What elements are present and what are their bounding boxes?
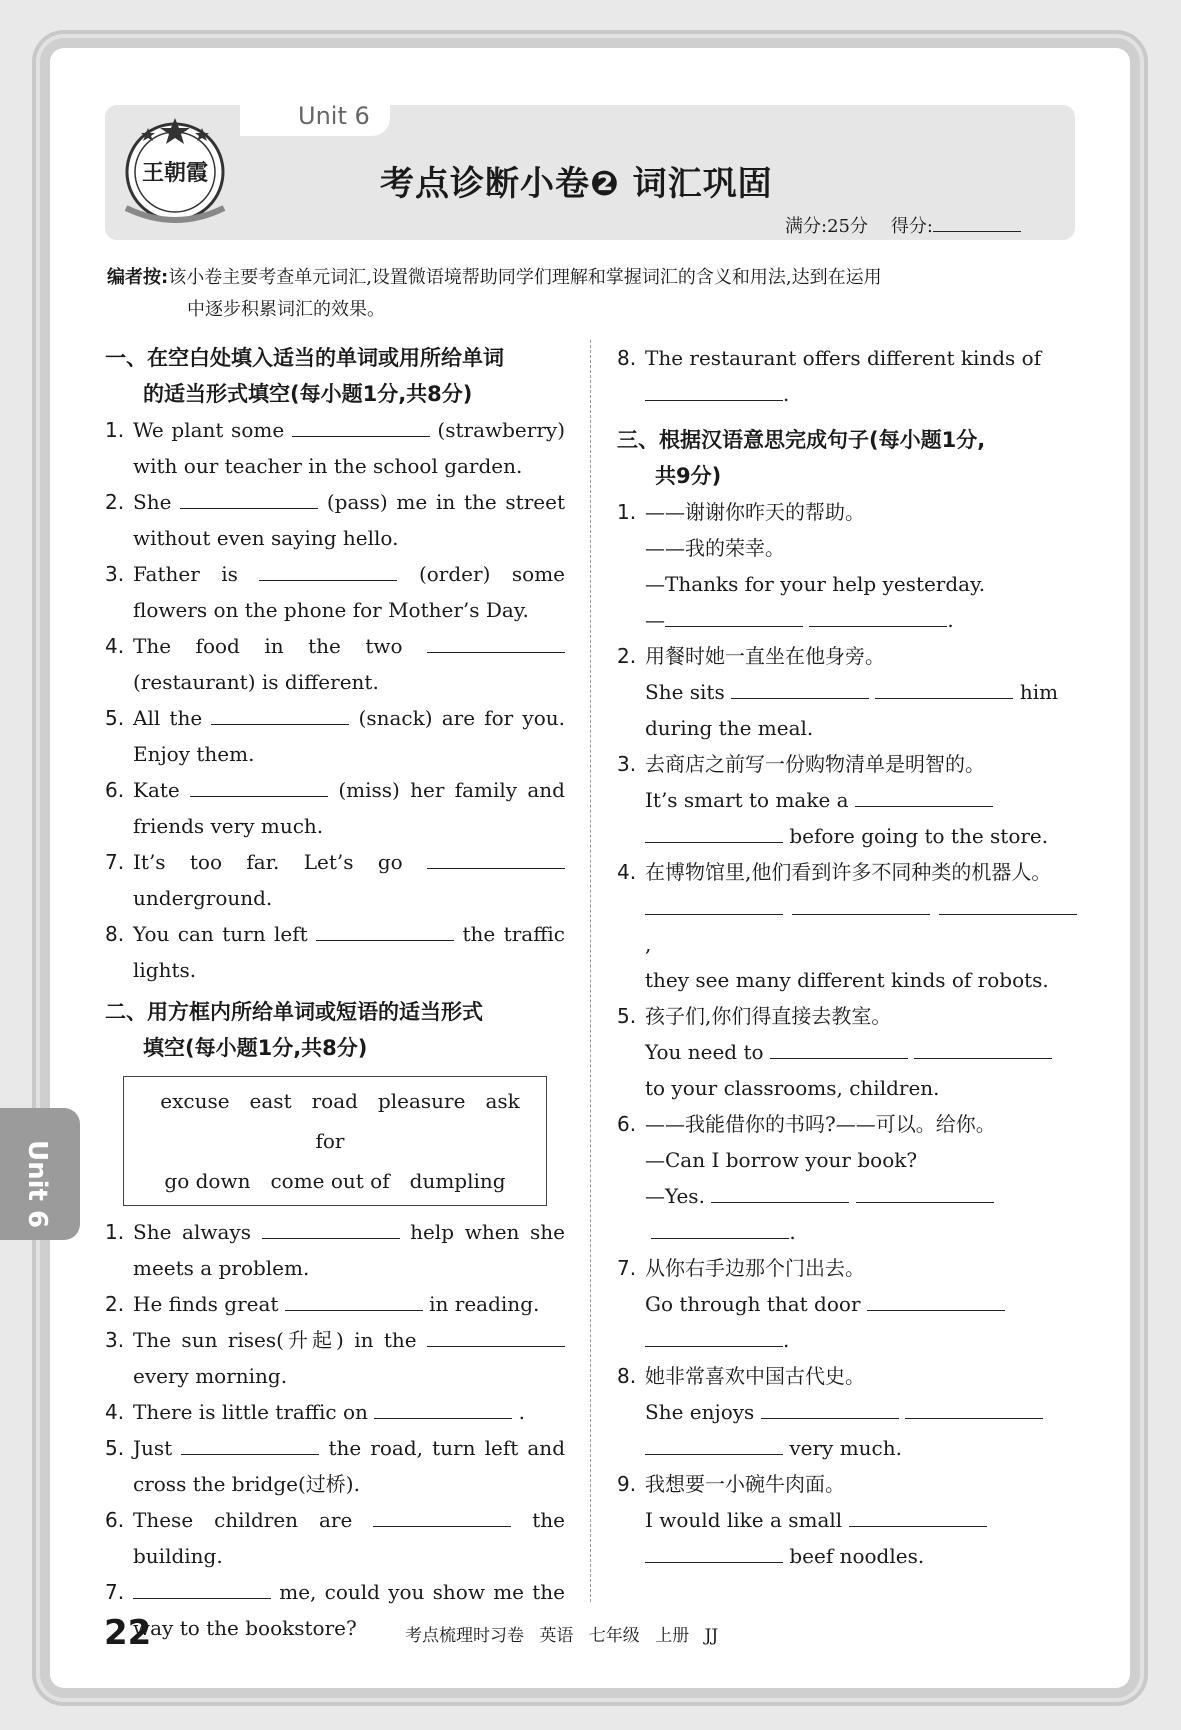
item-text: Just [133,1436,182,1460]
english-text: beef noodles. [789,1544,925,1568]
chinese-prompt: 在博物馆里,他们看到许多不同种类的机器人。 [645,860,1052,884]
item-number: 1. [617,500,637,524]
section3-item-3 [617,746,1077,854]
answer-blank[interactable] [651,1220,789,1239]
english-text: they see many different kinds of robots. [645,968,1049,992]
answer-blank[interactable] [180,490,318,509]
item-text: You can turn left [133,922,317,946]
item-text: the traffic lights. [133,922,566,982]
item-number: 5. [105,706,125,730]
word-box-option: road [311,1089,358,1113]
section3-item-6: 6. ——我能借你的书吗?——可以。给你。 —Can I borrow your book? —Yes. . [617,1106,1077,1250]
item-text: underground. [133,886,273,910]
english-text: during the meal. [645,716,814,740]
item-number: 8. [105,922,125,946]
section1-item-8 [105,916,565,988]
editor-note [107,262,1077,326]
english-text: —Yes. [645,1184,705,1208]
item-text: The food in the two [133,634,427,658]
answer-blank[interactable] [427,634,565,653]
answer-blank[interactable] [809,608,947,627]
column-divider [590,340,591,1602]
answer-blank[interactable] [939,896,1077,915]
answer-blank[interactable] [285,1292,423,1311]
word-box-option: excuse [160,1089,230,1113]
page-number: 22 [104,1613,152,1653]
full-score: 满分:25分 [785,216,868,237]
english-text: before going to the store. [789,824,1049,848]
item-number: 1. [105,418,125,442]
section2-title-line1: 二、用方框内所给单词或短语的适当形式 [105,1000,483,1024]
section1-list [105,412,565,988]
editor-note-label: 编者按: [107,267,169,288]
item-number: 7. [617,1256,637,1280]
answer-blank[interactable] [645,382,783,401]
section3-item-8 [617,1358,1077,1466]
svg-text:王朝霞: 王朝霞 [141,160,209,186]
item-text: All the [133,706,212,730]
answer-blank[interactable] [665,608,803,627]
item-number: 3. [105,1328,125,1352]
item-number: 6. [617,1112,637,1136]
answer-blank[interactable] [316,922,454,941]
chinese-prompt: 她非常喜欢中国古代史。 [645,1364,865,1388]
item-text: She always [133,1220,262,1244]
publisher-logo [118,112,232,226]
word-box-option: come out of [270,1169,390,1193]
left-column [105,340,565,1646]
answer-blank[interactable] [731,680,869,699]
item-number: 9. [617,1472,637,1496]
answer-blank[interactable] [259,562,397,581]
word-box-row1 [130,1081,540,1161]
section1-title-line1: 一、在空白处填入适当的单词或用所给单词 [105,346,504,370]
english-text: to your classrooms, children. [645,1076,940,1100]
section2-item-6 [105,1502,565,1574]
item-text: We plant some [133,418,292,442]
english-text: You need to [645,1040,764,1064]
section3-item-2 [617,638,1077,746]
item-text: She [133,490,181,514]
score-label: 得分: [890,216,933,237]
chinese-prompt: ——我能借你的书吗?——可以。给你。 [645,1112,996,1136]
item-number: 7. [105,1580,125,1604]
item-text: (strawberry) with our teacher in the school garden. [133,418,565,478]
answer-blank[interactable] [711,1184,849,1203]
section2-title [105,994,565,1066]
english-text: —Can I borrow your book? [645,1148,918,1172]
item-number: 2. [617,644,637,668]
chinese-prompt: 用餐时她一直坐在他身旁。 [645,644,885,668]
item-text: (snack) are for you. Enjoy them. [133,706,565,766]
answer-blank[interactable] [855,788,993,807]
section1-item-4 [105,628,565,700]
item-number: 3. [617,752,637,776]
answer-blank[interactable] [262,1220,400,1239]
section2-item-1 [105,1214,565,1286]
english-text: She enjoys [645,1400,755,1424]
word-box-option: dumpling [409,1169,506,1193]
english-text: — [645,608,665,632]
english-text: I would like a small [645,1508,843,1532]
word-box-row2 [130,1161,540,1201]
section1-item-3 [105,556,565,628]
section3-item-4: 4. 在博物馆里,他们看到许多不同种类的机器人。 , they see many different kinds of robots. [617,854,1077,998]
score-line [785,212,1021,238]
item-text: The restaurant offers different kinds of [645,346,1042,370]
english-text: him [1019,680,1059,704]
section3-item-7: 7. 从你右手边那个门出去。 Go through that door . [617,1250,1077,1358]
answer-blank[interactable] [427,850,565,869]
right-column [617,340,1077,1574]
item-number: 2. [105,490,125,514]
score-blank[interactable] [933,217,1021,232]
section2-item-8 [617,340,1077,412]
item-number: 5. [617,1004,637,1028]
section1-item-7 [105,844,565,916]
item-number: 3. [105,562,125,586]
word-box-option: go down [164,1169,251,1193]
word-box [123,1076,547,1206]
item-text: in reading. [422,1292,540,1316]
section1-title-line2: 的适当形式填空(每小题1分,共8分) [143,382,473,406]
chinese-prompt: 孩子们,你们得直接去教室。 [645,1004,892,1028]
answer-blank[interactable] [645,896,783,915]
answer-blank[interactable] [181,1436,319,1455]
item-text: He finds great [133,1292,285,1316]
item-number: 8. [617,346,637,370]
item-text: me, could you show me the way to the bookstore? [133,1580,565,1640]
item-text: (order) some flowers on the phone for Mother’s Day. [133,562,565,622]
chinese-prompt: 我想要一小碗牛肉面。 [645,1472,845,1496]
section1-item-6 [105,772,565,844]
english-text: —Thanks for your help yesterday. [645,572,986,596]
chinese-prompt: ——我的荣幸。 [645,536,785,560]
answer-blank[interactable] [770,1040,908,1059]
editor-note-line2: 中逐步积累词汇的效果。 [187,299,385,320]
item-text: There is little traffic on [133,1400,375,1424]
item-number: 6. [105,1508,125,1532]
item-number: 2. [105,1292,125,1316]
section3-title [617,422,1077,494]
english-text: very much. [789,1436,902,1460]
section1-title [105,340,565,412]
item-number: 7. [105,850,125,874]
item-number: 5. [105,1436,125,1460]
item-number: 6. [105,778,125,802]
section3-title-line2: 共9分) [655,464,722,488]
section2-item-4 [105,1394,565,1430]
answer-blank[interactable] [905,1400,1043,1419]
answer-blank[interactable] [875,680,1013,699]
section1-item-5 [105,700,565,772]
chinese-prompt: ——谢谢你昨天的帮助。 [645,500,865,524]
footer-text: 考点梳理时习卷 英语 七年级 上册 JJ [405,1626,719,1646]
item-number: 4. [617,860,637,884]
item-number: 1. [105,1220,125,1244]
item-number: 8. [617,1364,637,1388]
item-text: Father is [133,562,260,586]
item-text: It’s too far. Let’s go [133,850,427,874]
item-text: . [512,1400,525,1424]
answer-blank[interactable] [292,418,430,437]
item-text: Kate [133,778,191,802]
english-text: It’s smart to make a [645,788,849,812]
answer-blank[interactable] [914,1040,1052,1059]
answer-blank[interactable] [761,1400,899,1419]
section2-item-3 [105,1322,565,1394]
answer-blank[interactable] [792,896,930,915]
answer-blank[interactable] [373,1508,511,1527]
section3-title-line1: 三、根据汉语意思完成句子(每小题1分, [617,428,986,452]
item-text: (miss) her family and friends very much. [133,778,565,838]
item-text: (pass) me in the street without even saying hello. [133,490,565,550]
item-text: the building. [133,1508,565,1568]
section3-item-5 [617,998,1077,1106]
answer-blank[interactable] [645,1436,783,1455]
english-text: Go through that door [645,1292,861,1316]
word-box-option: pleasure [377,1089,466,1113]
item-text: every morning. [133,1364,288,1388]
section3-item-1: 1. ——谢谢你昨天的帮助。 ——我的荣幸。 —Thanks for your help yesterday. — . [617,494,1077,638]
answer-blank[interactable] [645,1328,783,1347]
english-text: She sits [645,680,725,704]
unit-label: Unit 6 [298,102,370,130]
section2-title-line2: 填空(每小题1分,共8分) [143,1036,368,1060]
answer-blank[interactable] [133,1580,271,1599]
answer-blank[interactable] [427,1328,565,1347]
item-text: the road, turn left and cross the bridge(过桥). [133,1436,565,1496]
answer-blank[interactable] [856,1184,994,1203]
chinese-prompt: 从你右手边那个门出去。 [645,1256,865,1280]
word-box-option: east [249,1089,292,1113]
answer-blank[interactable] [211,706,349,725]
word-box-option: ask for [315,1089,520,1153]
answer-blank[interactable] [645,824,783,843]
item-text: These children are [133,1508,374,1532]
page-title: 考点诊断小卷❷ 词汇巩固 [380,164,773,204]
item-text: . [783,382,790,406]
side-unit-label: Unit 6 [22,1140,52,1229]
section2-item-2 [105,1286,565,1322]
section2-list [105,1214,565,1646]
section2-item-5 [105,1430,565,1502]
item-text: The sun rises(升起) in the [133,1328,427,1352]
chinese-prompt: 去商店之前写一份购物清单是明智的。 [645,752,985,776]
section1-item-2 [105,484,565,556]
item-number: 4. [105,1400,125,1424]
answer-blank[interactable] [867,1292,1005,1311]
answer-blank[interactable] [374,1400,512,1419]
section3-item-9 [617,1466,1077,1574]
editor-note-line1: 该小卷主要考查单元词汇,设置微语境帮助同学们理解和掌握词汇的含义和用法,达到在运用 [168,267,882,288]
item-text: (restaurant) is different. [133,670,379,694]
answer-blank[interactable] [190,778,328,797]
item-number: 4. [105,634,125,658]
section1-item-1 [105,412,565,484]
answer-blank[interactable] [849,1508,987,1527]
item-text: help when she meets a problem. [133,1220,565,1280]
answer-blank[interactable] [645,1544,783,1563]
